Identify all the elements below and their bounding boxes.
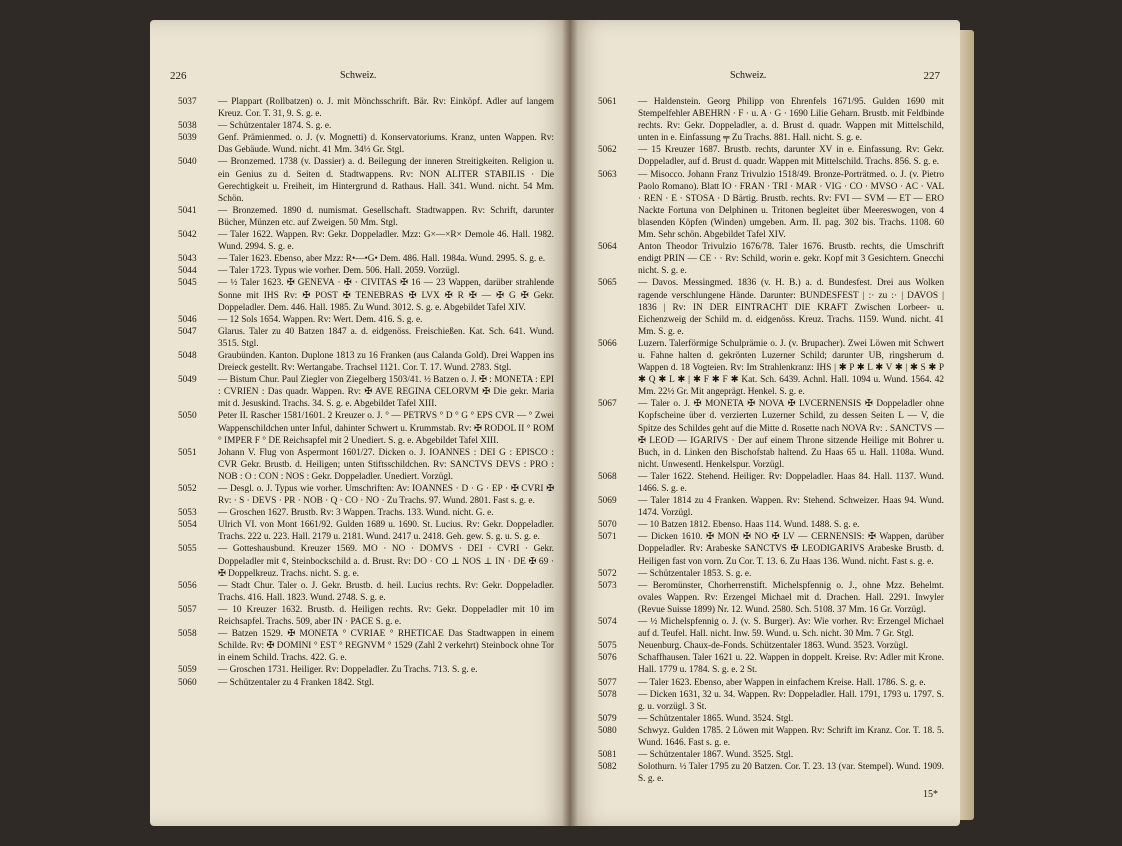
lot-number: 5046 (178, 314, 197, 325)
lot-number: 5081 (598, 750, 617, 761)
lot-number: 5057 (178, 604, 197, 615)
lot-description: — Bronzemed. 1890 d. numismat. Gesellschaft. Stadtwappen. Rv: Schrift, darunter Bücher, Münzen etc. auf Zweigen. 50 Mm. Stgl. (218, 205, 554, 228)
right-page (570, 20, 960, 826)
catalog-entry (598, 519, 944, 531)
catalog-entry (178, 96, 554, 120)
lot-description: — Groschen 1627. Brustb. Rv: 3 Wappen. Trachs. 133. Wund. nicht. G. e. (218, 508, 494, 519)
lot-description: — ½ Taler 1623. ✠ GENEVA · ✠ · CIVITAS ✠ 16 — 23 Wappen, darüber strahlende Sonne mit IHS Rv: ✠ POST ✠ TENEBRAS ✠ LVX ✠ R ✠ — ✠ G ✠ Gekr. Doppeladler. Dem. 446. Hall. 1985. Zu Wund. 3012. S. g. e. Abgebildet Tafel XIV. (218, 278, 554, 313)
catalog-column-left (178, 96, 554, 689)
catalog-entry (598, 652, 944, 676)
lot-number: 5040 (178, 157, 197, 168)
catalog-entry (598, 761, 944, 785)
page-number-left: 226 (170, 70, 187, 82)
lot-description: — Beromünster, Chorherrenstift. Michelspfennig o. J., ohne Mzz. Behelmt. ovales Wappen. Rv: Erzengel Michael mit d. Drachen. Hall. 2291. Inwyler (Revue Suisse 1899) Nr. 12. Wund. 2580. Sch. 5108. 37 Mm. 16 Gr. Vorzügl. (638, 580, 944, 615)
lot-number: 5076 (598, 653, 617, 664)
catalog-entry (598, 338, 944, 398)
catalog-entry (178, 519, 554, 543)
lot-description: Graubünden. Kanton. Duplone 1813 zu 16 Franken (aus Calanda Gold). Drei Wappen ins Dreieck gestellt. Rv: Wertangabe. Trachsel 1121. Cor. T. 17. Wund. 2783. Stgl. (218, 350, 554, 374)
catalog-entry (598, 398, 944, 471)
catalog-entry (178, 664, 554, 676)
lot-number: 5065 (598, 278, 617, 289)
catalog-entry (598, 144, 944, 168)
lot-number: 5060 (178, 677, 197, 688)
catalog-entry (178, 265, 554, 277)
lot-number: 5075 (598, 641, 617, 652)
lot-number: 5074 (598, 617, 617, 628)
lot-number: 5051 (178, 447, 197, 458)
lot-description: — Schützentaler 1874. S. g. e. (218, 121, 332, 132)
catalog-entry (598, 277, 944, 337)
lot-description: — 15 Kreuzer 1687. Brustb. rechts, darunter XV in e. Einfassung. Rv: Gekr. Doppeladler, auf d. Brust d. quadr. Wappen mit Mittelschild. Trachs. 856. S. g. e. (638, 145, 944, 168)
lot-description: — Bistum Chur. Paul Ziegler von Ziegelberg 1503/41. ½ Batzen o. J. ✠ : MONETA : EPI : CVRIEN : Das quadr. Wappen. Rv: ✠ AVE REGINA CELORVM ✠ Die gekr. Maria mit d. Jesuskind. Trachs. 34. S. g. e. Abgebildet Tafel XIII. (218, 375, 554, 410)
catalog-entry (598, 616, 944, 640)
lot-description: — Haldenstein. Georg Philipp von Ehrenfels 1671/95. Gulden 1690 mit Stempelfehler ABEHRN · F · u. A · G · 1690 Lilie Geharn. Brustb. mit Feldbinde rechts. Rv: Gekr. Doppeladler, a. d. Brust d. quadr. Wappen mit Mittelschild, unten in e. Einfassung ╤ Zu Trachs. 881. Hall. nicht. S. g. e. (638, 97, 944, 144)
lot-description: — ½ Michelspfennig o. J. (v. S. Burger). Av: Wie vorher. Rv: Erzengel Michael auf d. Teufel. Hall. nicht. Inw. 59. Wund. u. Sch. nicht. 30 Mm. 7 Gr. Stgl. (638, 617, 944, 640)
lot-number: 5061 (598, 97, 617, 107)
catalog-entry (598, 169, 944, 242)
catalog-entry (178, 350, 554, 374)
lot-description: — Schützentaler 1867. Wund. 3525. Stgl. (638, 750, 794, 761)
lot-number: 5082 (598, 762, 617, 773)
lot-number: 5070 (598, 520, 617, 531)
lot-description: — Taler 1622. Wappen. Rv: Gekr. Doppeladler. Mzz: G×—×R× Demole 46. Hall. 1982. Wund. 2994. S. g. e. (218, 230, 554, 253)
lot-description: — Taler 1622. Stehend. Heiliger. Rv: Doppeladler. Haas 84. Hall. 1137. Wund. 1466. S. g. e. (638, 471, 944, 494)
lot-number: 5052 (178, 484, 197, 494)
catalog-entry (178, 132, 554, 156)
catalog-entry (178, 580, 554, 604)
running-header-left: Schweiz. (340, 70, 377, 81)
lot-number: 5045 (178, 278, 197, 289)
lot-number: 5043 (178, 254, 197, 265)
catalog-entry (178, 447, 554, 483)
lot-description: Johann V. Flug von Aspermont 1601/27. Dicken o. J. IOANNES : DEI G : EPISCO : CVR Gekr. Brustb. d. Heiligen; unten Stiftsschildchen. Rv: SANCTVS DEVS : PRO : NOB : O : CON : NOS : Gekr. Doppeladler. Unediert. Vorzügl. (218, 447, 554, 482)
lot-description: — Taler 1723. Typus wie vorher. Dem. 506. Hall. 2059. Vorzügl. (218, 266, 460, 277)
catalog-entry (178, 314, 554, 326)
running-header-right: Schweiz. (730, 70, 767, 81)
lot-number: 5055 (178, 544, 197, 555)
lot-number: 5069 (598, 496, 617, 507)
catalog-entry (598, 689, 944, 713)
lot-description: — Stadt Chur. Taler o. J. Gekr. Brustb. d. heil. Lucius rechts. Rv: Gekr. Doppeladler. Trachs. 416. Hall. 1823. Wund. 2748. S. g. e. (218, 580, 554, 603)
catalog-entry (598, 677, 944, 689)
catalog-entry (598, 640, 944, 652)
lot-description: — 10 Batzen 1812. Ebenso. Haas 114. Wund. 1488. S. g. e. (638, 520, 860, 531)
lot-number: 5053 (178, 508, 197, 519)
lot-number: 5047 (178, 326, 197, 337)
lot-number: 5079 (598, 713, 617, 724)
lot-number: 5038 (178, 121, 197, 132)
lot-description: — Dicken 1610. ✠ MON ✠ NO ✠ LV — CERNENSIS: ✠ Wappen, darüber Doppeladler. Rv: Arabeske SANCTVS ✠ LEODIGARIVS Arabeske Brustb. d. Heiligen fast von vorn. Zu Cor. T. 13. 6. Zu Haas 136. Wund. nicht. Fast s. g. e. (638, 532, 944, 567)
lot-description: Solothurn. ½ Taler 1795 zu 20 Batzen. Cor. T. 23. 13 (var. Stempel). Wund. 1909. S. g. e. (638, 762, 944, 785)
catalog-entry (178, 410, 554, 446)
lot-description: — Groschen 1731. Heiliger. Rv: Doppeladler. Zu Trachs. 713. S. g. e. (218, 665, 478, 676)
lot-description: — Gotteshausbund. Kreuzer 1569. MO · NO · DOMVS · DEI · CVRI · Gekr. Doppeladler mit ¢, Steinbockschild a. d. Brust. Rv: DO · CO ⊥ NOS ⊥ IN · DE ✠ 69 · ✠ Doppelkreuz. Trachs. nicht. S. g. e. (218, 544, 554, 579)
lot-number: 5048 (178, 350, 197, 361)
lot-description: — Schützentaler 1865. Wund. 3524. Stgl. (638, 713, 794, 724)
catalog-entry (598, 495, 944, 519)
lot-number: 5059 (178, 665, 197, 676)
sheet-signature: 15* (923, 789, 938, 800)
lot-number: 5077 (598, 677, 617, 688)
catalog-entry (598, 568, 944, 580)
lot-description: — 12 Sols 1654. Wappen. Rv: Wert. Dem. 416. S. g. e. (218, 314, 423, 325)
lot-description: — Plappart (Rollbatzen) o. J. mit Mönchsschrift. Bär. Rv: Einköpf. Adler auf langem Kreuz. Cor. T. 31, 9. S. g. e. (218, 97, 554, 120)
lot-number: 5050 (178, 411, 197, 422)
lot-number: 5063 (598, 169, 617, 180)
lot-number: 5039 (178, 133, 197, 144)
lot-description: Ulrich VI. von Mont 1661/92. Gulden 1689 u. 1690. St. Lucius. Rv: Gekr. Doppeladler. Trachs. 222 u. 223. Hall. 2179 u. 2181. Wund. 2417 u. 2418. Geh. gew. S. g. u. S. g. e. (218, 520, 554, 543)
lot-description: — Batzen 1529. ✠ MONETA ° CVRIAE ° RHETICAE Das Stadtwappen in einem Schilde. Rv: ✠ DOMINI ° EST ° REGNVM ° 1529 (Zahl 2 verkehrt) Steinbock ohne Tor in einem Schild. Trachs. 422. G. e. (218, 629, 554, 664)
page-block-edge (960, 30, 974, 820)
catalog-entry (178, 543, 554, 579)
catalog-entry (178, 326, 554, 350)
catalog-entry (178, 604, 554, 628)
catalog-entry (598, 96, 944, 144)
catalog-entry (178, 156, 554, 204)
catalog-entry (178, 628, 554, 664)
lot-number: 5071 (598, 532, 617, 543)
lot-number: 5066 (598, 338, 617, 349)
lot-description: — Schützentaler zu 4 Franken 1842. Stgl. (218, 677, 374, 688)
catalog-entry (598, 580, 944, 616)
lot-description: — Taler 1623. Ebenso, aber Mzz: R•—•G• Dem. 486. Hall. 1984a. Wund. 2995. S. g. e. (218, 254, 546, 265)
lot-number: 5068 (598, 471, 617, 482)
lot-description: — Dicken 1631, 32 u. 34. Wappen. Rv: Doppeladler. Hall. 1791, 1793 u. 1797. S. g. u. vorzügl. 3 St. (638, 689, 944, 712)
left-page (150, 20, 570, 826)
lot-description: Genf. Prämienmed. o. J. (v. Mognetti) d. Konservatoriums. Kranz, unten Wappen. Rv: Das Gebäude. Wund. nicht. 41 Mm. 34⅓ Gr. Stgl. (218, 133, 554, 156)
catalog-entry (178, 483, 554, 507)
lot-description: — Taler 1814 zu 4 Franken. Wappen. Rv: Stehend. Schweizer. Haas 94. Wund. 1474. Vorzügl. (638, 496, 944, 519)
catalog-entry (178, 507, 554, 519)
catalog-entry (598, 241, 944, 277)
lot-description: — Davos. Messingmed. 1836 (v. H. B.) a. d. Bundesfest. Drei aus Wolken ragende verschlungene Hände. Darunter: BUNDESFEST | :· zu :· | DAVOS | 1836 | Rv: IN DER EINTRACHT DIE KRAFT Zwischen Lorbeer- u. Eichenzweig der Schild m. d. eidgenöss. Kreuz. Trachs. 1159. Wund. nicht. 41 Mm. S. g. e. (638, 278, 944, 337)
lot-description: Anton Theodor Trivulzio 1676/78. Taler 1676. Brustb. rechts, die Umschrift endigt PRIN — CE · · Rv: Schild, worin e. gekr. Kopf mit 3 Gesichtern. Gnecchi nicht. S. g. e. (638, 242, 944, 277)
lot-number: 5056 (178, 580, 197, 591)
catalog-column-right (598, 96, 944, 785)
lot-number: 5064 (598, 242, 617, 253)
lot-number: 5058 (178, 629, 197, 640)
catalog-entry (598, 725, 944, 749)
lot-number: 5037 (178, 97, 197, 107)
lot-description: — Taler 1623. Ebenso, aber Wappen in einfachem Kreise. Hall. 1786. S. g. e. (638, 677, 926, 688)
lot-description: Peter II. Rascher 1581/1601. 2 Kreuzer o. J. ° — PETRVS ° D ° G ° EPS CVR — ° Zwei Wappenschildchen unter Inful, dahinter Schwert u. Krummstab. Rv: ✠ RODOL II ° ROM ° IMPER F ° DE Reichsapfel mit 2 Unediert. S. g. e. Abgebildet Tafel XIII. (218, 411, 554, 446)
lot-description: — Bronzemed. 1738 (v. Dassier) a. d. Beilegung der inneren Streitigkeiten. Religion u. ein Genius zu d. Seiten d. Stadtwappens. Rv: NON ALITER STABILIS · Die Gerechtigkeit u. Freiheit, im Hintergrund d. Rathaus. Hall. 341. Wund. nicht. 54 Mm. Schön. (218, 157, 554, 204)
lot-number: 5044 (178, 266, 197, 277)
lot-description: Schaffhausen. Taler 1621 u. 22. Wappen in doppelt. Kreise. Rv: Adler mit Krone. Hall. 1779 u. 1784. S. g. e. 2 St. (638, 653, 944, 676)
catalog-entry (598, 713, 944, 725)
book-gutter (562, 20, 578, 826)
lot-description: — 10 Kreuzer 1632. Brustb. d. Heiligen rechts. Rv: Gekr. Doppeladler mit 10 im Reichsapfel. Trachs. 509, aber IN · PACE S. g. e. (218, 604, 554, 628)
catalog-entry (178, 374, 554, 410)
lot-description: — Taler o. J. ✠ MONETA ✠ NOVA ✠ LVCERNENSIS ✠ Doppeladler ohne Kopfscheine über d. verzierten Luzerner Schild, zu dessen Seiten L — V, die Spitze des Schildes geht auf die Mitte d. Rosette nach NOVA Rv: . SANCTVS — ✠ LEOD — IGARIVS · Der auf einem Throne sitzende Heilige mit Bohrer u. Buch, in d. Linken den Bischofstab haltend. Zu Haas 65 u. Hall. 1108a. Wund. nicht. Unwesentl. Henkelspur. Vorzügl. (638, 399, 944, 470)
lot-number: 5062 (598, 145, 617, 156)
lot-number: 5042 (178, 230, 197, 241)
catalog-entry (598, 749, 944, 761)
catalog-entry (178, 277, 554, 313)
catalog-entry (178, 253, 554, 265)
page-number-right: 227 (923, 70, 940, 82)
catalog-entry (178, 120, 554, 132)
lot-description: Neuenburg. Chaux-de-Fonds. Schützentaler 1863. Wund. 3523. Vorzügl. (638, 641, 909, 652)
lot-description: Luzern. Talerförmige Schulprämie o. J. (v. Brupacher). Zwei Löwen mit Schwert u. Fahne halten d. gekrönten Luzerner Schild; darunter UB, ringsherum d. Wappen d. 18 Vogteien. Rv: Im Strahlenkranz: IHS | ✱ P ✱ L ✱ V ✱ | ✱ S ✱ P ✱ Q ✱ L ✱ | ✱ F ✱ F ✱ Kat. Sch. 6439. Achnl. Hall. 1094 u. Wund. 1564. 42 Mm. 22½ Gr. Mit angeprägt. Henkel. S. g. e. (638, 338, 944, 398)
lot-description: — Misocco. Johann Franz Trivulzio 1518/49. Bronze-Porträtmed. o. J. (v. Pietro Paolo Romano). Blatt IO · FRAN · TRI · MAR · VIG · CO · MVSO · AC · VAL · REN · E · STOSA · D Bärtig. Brustb. rechts. Rv: FVI — SVM — ET — ERO Nackte Fortuna von Delphinen u. Tritonen begleitet über Meereswogen, von 4 blasenden Köpfen (Winden) umgeben. Arm. II. pag. 302 bis. Trachs. 1108. 60 Mm. Sehr schön. Abgebildet Tafel XIV. (638, 169, 944, 241)
lot-number: 5049 (178, 375, 197, 386)
lot-description: — Schützentaler 1853. S. g. e. (638, 568, 752, 579)
lot-number: 5041 (178, 205, 197, 216)
catalog-entry (178, 677, 554, 689)
lot-description: — Desgl. o. J. Typus wie vorher. Umschriften: Av: IOANNES · D · G · EP · ✠ CVRI ✠ Rv: · S · DEVS · PR · NOB · Q · CO · NO · Zu Trachs. 97. Wund. 2801. Fast s. g. e. (218, 484, 554, 507)
lot-number: 5067 (598, 399, 617, 410)
lot-description: Schwyz. Gulden 1785. 2 Löwen mit Wappen. Rv: Schrift im Kranz. Cor. T. 18. 5. Wund. 1646. Fast s. g. e. (638, 725, 944, 748)
catalog-entry (598, 471, 944, 495)
lot-description: Glarus. Taler zu 40 Batzen 1847 a. d. eidgenöss. Freischießen. Kat. Sch. 641. Wund. 3515. Stgl. (218, 326, 554, 349)
lot-number: 5078 (598, 689, 617, 700)
lot-number: 5072 (598, 568, 617, 579)
lot-number: 5073 (598, 580, 617, 591)
catalog-entry (178, 229, 554, 253)
catalog-entry (178, 205, 554, 229)
lot-number: 5080 (598, 725, 617, 736)
catalog-entry (598, 531, 944, 567)
lot-number: 5054 (178, 520, 197, 531)
open-book (150, 20, 960, 826)
